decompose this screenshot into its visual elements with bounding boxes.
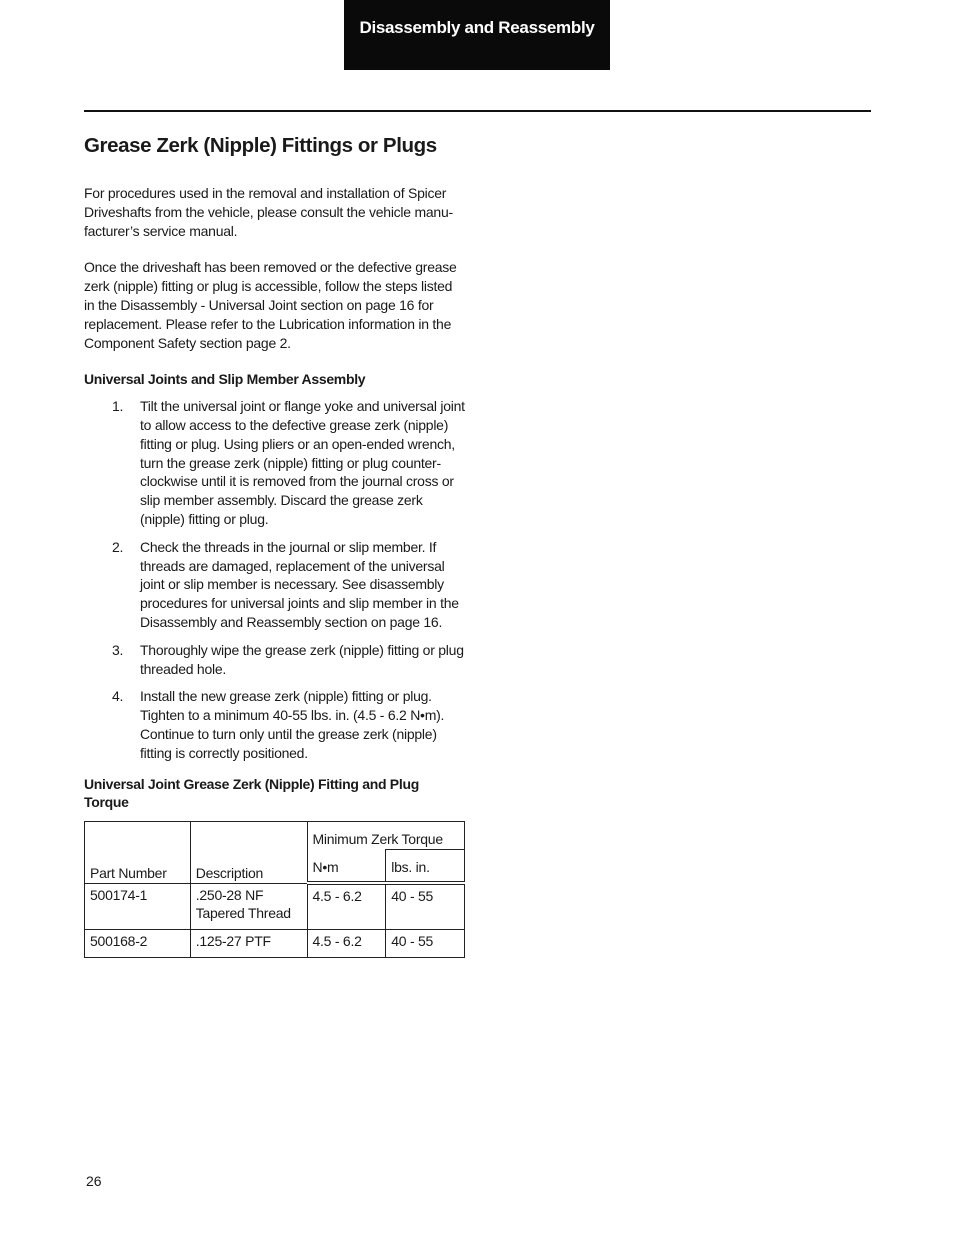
description-line: .250-28 NF xyxy=(195,886,264,903)
section-tab-label: Disassembly and Reassembly xyxy=(359,18,595,37)
procedure-steps xyxy=(84,397,466,762)
section-heading: Universal Joints and Slip Member Assembly xyxy=(84,371,366,388)
header-nm: N•m xyxy=(307,850,386,884)
header-description: Description xyxy=(190,822,307,884)
cell-part-number: 500168-2 xyxy=(85,930,191,958)
main-content xyxy=(84,130,466,958)
procedure-step xyxy=(84,687,466,762)
header-divider xyxy=(84,110,871,112)
procedure-step xyxy=(84,538,466,632)
step-text: Tilt the universal joint or flange yoke and universal joint to allow access to the defective grease zerk (nipple) fitting or plug. Using pliers or an open-ended wrench, turn the grease zerk (nipple) fitting or plug counter-clockwise until it is removed from the journal cross or slip member assembly. Discard the grease zerk (nipple) fitting or plug. xyxy=(140,398,465,527)
cell-description xyxy=(190,930,307,958)
procedure-step xyxy=(84,641,466,679)
section-tab xyxy=(344,0,610,70)
table-title: Universal Joint Grease Zerk (Nipple) Fitting and Plug Torque xyxy=(84,775,419,811)
intro-paragraph: For procedures used in the removal and installation of Spicer Driveshafts from the vehicle, please consult the vehicle manu-facturer’s service manual. xyxy=(84,185,453,239)
description-line: .125-27 PTF xyxy=(195,933,271,950)
header-min-torque: Minimum Zerk Torque xyxy=(307,822,465,850)
cell-nm: 4.5 - 6.2 xyxy=(307,930,386,958)
page-number: 26 xyxy=(86,1173,102,1189)
cell-nm: 4.5 - 6.2 xyxy=(307,883,386,930)
step-number: 3. xyxy=(112,641,124,658)
step-text: Install the new grease zerk (nipple) fitting or plug. Tighten to a minimum 40-55 lbs. in. (4.5 - 6.2 N•m). Continue to turn only until the grease zerk (nipple) fitting is correctly positioned. xyxy=(140,688,445,761)
step-number: 2. xyxy=(112,538,124,555)
header-part-number: Part Number xyxy=(85,822,191,884)
step-text: Thoroughly wipe the grease zerk (nipple) fitting or plug threaded hole. xyxy=(140,641,464,677)
page-title: Grease Zerk (Nipple) Fittings or Plugs xyxy=(84,134,437,157)
header-lbs-in: lbs. in. xyxy=(386,850,465,884)
table-header-row xyxy=(85,822,465,850)
torque-table xyxy=(84,821,465,958)
cell-lbs-in: 40 - 55 xyxy=(386,930,465,958)
table-row xyxy=(85,883,465,930)
step-number: 1. xyxy=(112,398,124,415)
description-line: Tapered Thread xyxy=(195,905,291,922)
cell-part-number: 500174-1 xyxy=(85,883,191,930)
cell-description xyxy=(190,883,307,930)
table-row xyxy=(85,930,465,958)
instruction-paragraph: Once the driveshaft has been removed or the defective grease zerk (nipple) fitting or plug is accessible, follow the steps listed in the Disassembly - Universal Joint section on page 16 for replacement. Please refer to the Lubrication information in the Component Safety section page 2. xyxy=(84,259,457,351)
procedure-step xyxy=(84,397,466,529)
step-text: Check the threads in the journal or slip member. If threads are damaged, replacement of the universal joint or slip member is necessary. See disassembly procedures for universal joints and slip member in the Disassembly and Reassembly section on page 16. xyxy=(140,538,459,630)
cell-lbs-in: 40 - 55 xyxy=(386,883,465,930)
step-number: 4. xyxy=(112,688,124,705)
